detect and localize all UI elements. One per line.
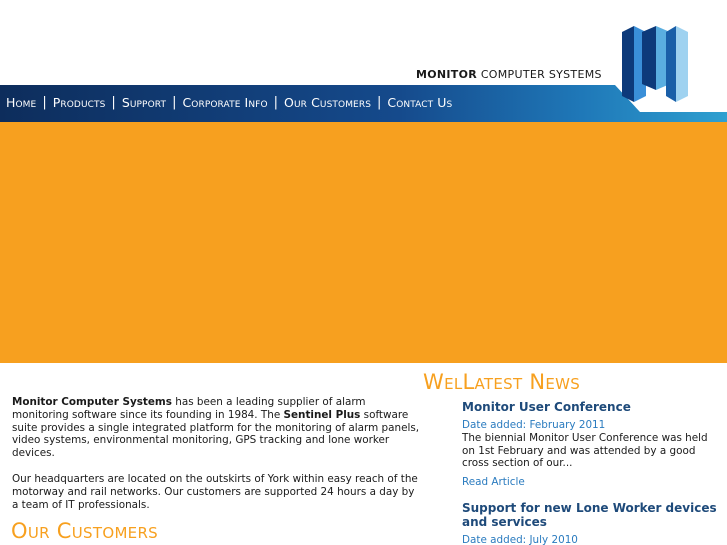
nav-corporate-info[interactable]: Corporate Info bbox=[182, 95, 268, 110]
nav-home[interactable]: Home bbox=[6, 95, 37, 110]
nav-products[interactable]: Products bbox=[52, 95, 106, 110]
nav-separator: | bbox=[273, 95, 279, 110]
nav-separator: | bbox=[111, 95, 116, 110]
nav-our-customers[interactable]: Our Customers bbox=[284, 95, 372, 110]
news-date: Date added: February 2011 bbox=[462, 419, 606, 431]
nav-support[interactable]: Support bbox=[121, 95, 167, 110]
nav-contact-us[interactable]: Contact Us bbox=[387, 95, 453, 110]
intro-text bbox=[12, 396, 422, 524]
news-item bbox=[423, 400, 723, 489]
news-title[interactable]: Monitor User Conference bbox=[462, 400, 631, 414]
our-customers-heading: Our Customers bbox=[11, 519, 159, 543]
news-date: Date added: July 2010 bbox=[462, 534, 578, 545]
site-header bbox=[0, 0, 727, 122]
brand-name: MONITOR COMPUTER SYSTEMS bbox=[416, 68, 602, 81]
latest-news bbox=[423, 370, 723, 545]
intro-paragraph: Monitor Computer Systems has been a leading supplier of alarm monitoring software since its founding in 1984. The Sentinel Plus software suite provides a single integrated platform for the monitoring of alarm panels, video systems, environmental monitoring, GPS tracking and lone worker devices. bbox=[12, 396, 420, 460]
nav-separator: | bbox=[172, 95, 177, 110]
nav-separator: | bbox=[377, 95, 382, 110]
news-item bbox=[423, 501, 723, 545]
nav-separator: | bbox=[42, 95, 47, 110]
hero-banner bbox=[0, 122, 727, 363]
monitor-logo-icon[interactable] bbox=[612, 22, 727, 112]
read-article-link[interactable]: Read Article bbox=[462, 476, 525, 489]
news-title[interactable]: Support for new Lone Worker devices and services bbox=[462, 501, 717, 530]
news-summary: The biennial Monitor User Conference was held on 1st February and was attended by a good cross section of our... bbox=[462, 431, 708, 470]
intro-paragraph-headquarters: Our headquarters are located on the outskirts of York within easy reach of the motorway and rail networks. Our customers are supported 24 hours a day by a team of IT professionals. bbox=[12, 472, 418, 511]
main-nav bbox=[6, 95, 452, 110]
latest-news-heading: WelLatest News bbox=[423, 370, 581, 394]
